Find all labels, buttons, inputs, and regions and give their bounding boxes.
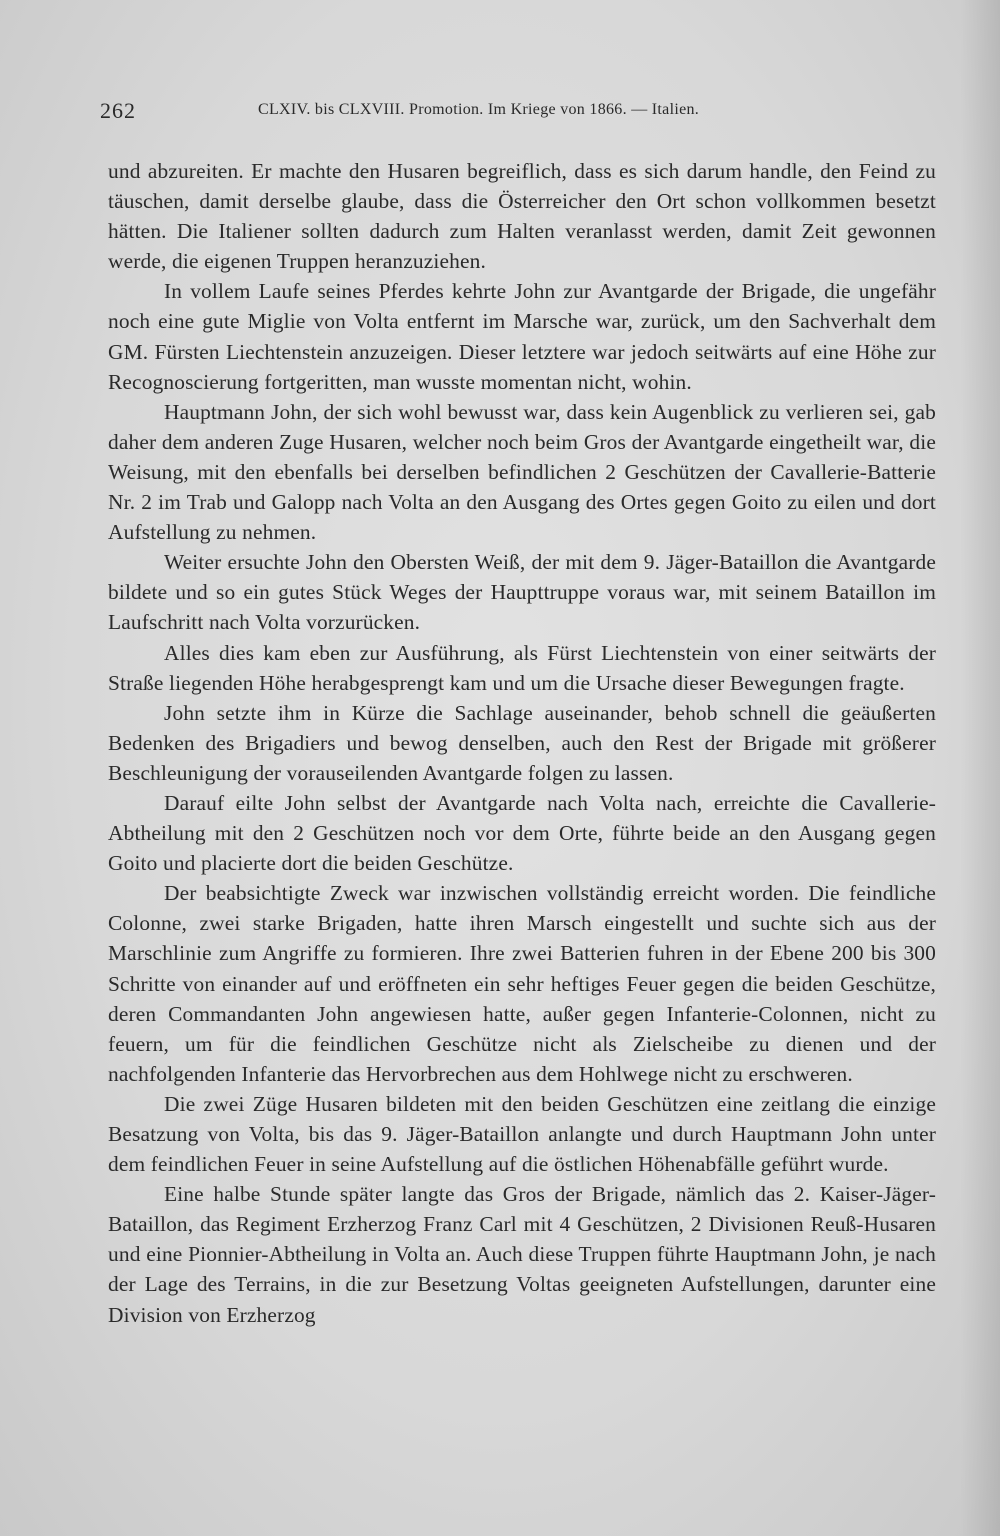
- paragraph: Der beabsichtigte Zweck war inzwischen vollständig erreicht worden. Die feindliche Colonne, zwei starke Brigaden, hatte ihren Marsch eingestellt und suchte sich aus der Marschlinie zum Angriffe zu formieren. Ihre zwei Batterien fuhren in der Ebene 200 bis 300 Schritte von einander auf und eröffneten ein sehr heftiges Feuer gegen die beiden Geschütze, deren Commandanten John angewiesen hatte, außer gegen Infanterie-Colonnen, nicht zu feuern, um für die feindlichen Geschütze nicht als Zielscheibe zu dienen und der nachfolgenden Infanterie das Hervorbrechen aus dem Hohlwege nicht zu erschweren.: [108, 881, 936, 1086]
- paragraph: John setzte ihm in Kürze die Sachlage auseinander, behob schnell die geäußerten Bedenken des Brigadiers und bewog denselben, auch den Rest der Brigade mit größerer Beschleunigung der vorauseilenden Avantgarde folgen zu lassen.: [108, 700, 936, 785]
- paragraph: Alles dies kam eben zur Ausführung, als Fürst Liechtenstein von einer seitwärts der Straße liegenden Höhe herabgesprengt kam und um die Ursache dieser Bewegungen fragte.: [108, 640, 936, 695]
- paragraph: In vollem Laufe seines Pferdes kehrte John zur Avantgarde der Brigade, die ungefähr noch eine gute Miglie von Volta entfernt im Marsche war, zurück, um den Sachverhalt dem GM. Fürsten Liechtenstein anzuzeigen. Dieser letztere war jedoch seitwärts auf eine Höhe zur Recognoscierung fortgeritten, man wusste momentan nicht, wohin.: [108, 279, 936, 394]
- running-head: [100, 98, 800, 128]
- page-number: 262: [100, 98, 136, 123]
- body-text: [108, 156, 936, 1330]
- paragraph: Darauf eilte John selbst der Avantgarde nach Volta nach, erreichte die Cavallerie-Abtheilung mit den 2 Geschützen noch vor dem Orte, führte beide an den Ausgang gegen Goito und placierte dort die beiden Geschütze.: [108, 790, 936, 876]
- page-edge-shadow: [960, 0, 1000, 1536]
- paragraph: Eine halbe Stunde später langte das Gros der Brigade, nämlich das 2. Kaiser-Jäger-Bataillon, das Regiment Erzherzog Franz Carl mit 4 Geschützen, 2 Divisionen Reuß-Husaren und eine Pionnier-Abtheilung in Volta an. Auch diese Truppen führte Hauptmann John, je nach der Lage des Terrains, in die zur Besetzung Voltas geeigneten Aufstellungen, darunter eine Division von Erzherzog: [108, 1182, 936, 1327]
- paragraph: Die zwei Züge Husaren bildeten mit den beiden Geschützen eine zeitlang die einzige Besatzung von Volta, bis das 9. Jäger-Bataillon anlangte und durch Hauptmann John unter dem feindlichen Feuer in seine Aufstellung auf die östlichen Höhenabfälle geführt wurde.: [108, 1091, 936, 1177]
- running-title: CLXIV. bis CLXVIII. Promotion. Im Kriege von 1866. — Italien.: [258, 101, 700, 118]
- paragraph: Hauptmann John, der sich wohl bewusst war, dass kein Augenblick zu verlieren sei, gab daher dem anderen Zuge Husaren, welcher noch beim Gros der Avantgarde eingetheilt war, die Weisung, mit den ebenfalls bei derselben befindlichen 2 Geschützen der Cavallerie-Batterie Nr. 2 im Trab und Galopp nach Volta an den Ausgang des Ortes gegen Goito zu eilen und dort Aufstellung zu nehmen.: [108, 399, 936, 545]
- paragraph: Weiter ersuchte John den Obersten Weiß, der mit dem 9. Jäger-Bataillon die Avantgarde bildete und so ein gutes Stück Weges der Haupttruppe voraus war, mit seinem Bataillon im Laufschritt nach Volta vorzurücken.: [108, 550, 936, 635]
- paragraph: und abzureiten. Er machte den Husaren begreiflich, dass es sich darum handle, den Feind zu täuschen, damit derselbe glaube, dass die Österreicher den Ort schon vollkommen besetzt hätten. Die Italiener sollten dadurch zum Halten veranlasst werden, damit Zeit gewonnen werde, die eigenen Truppen heranzuziehen.: [108, 159, 936, 274]
